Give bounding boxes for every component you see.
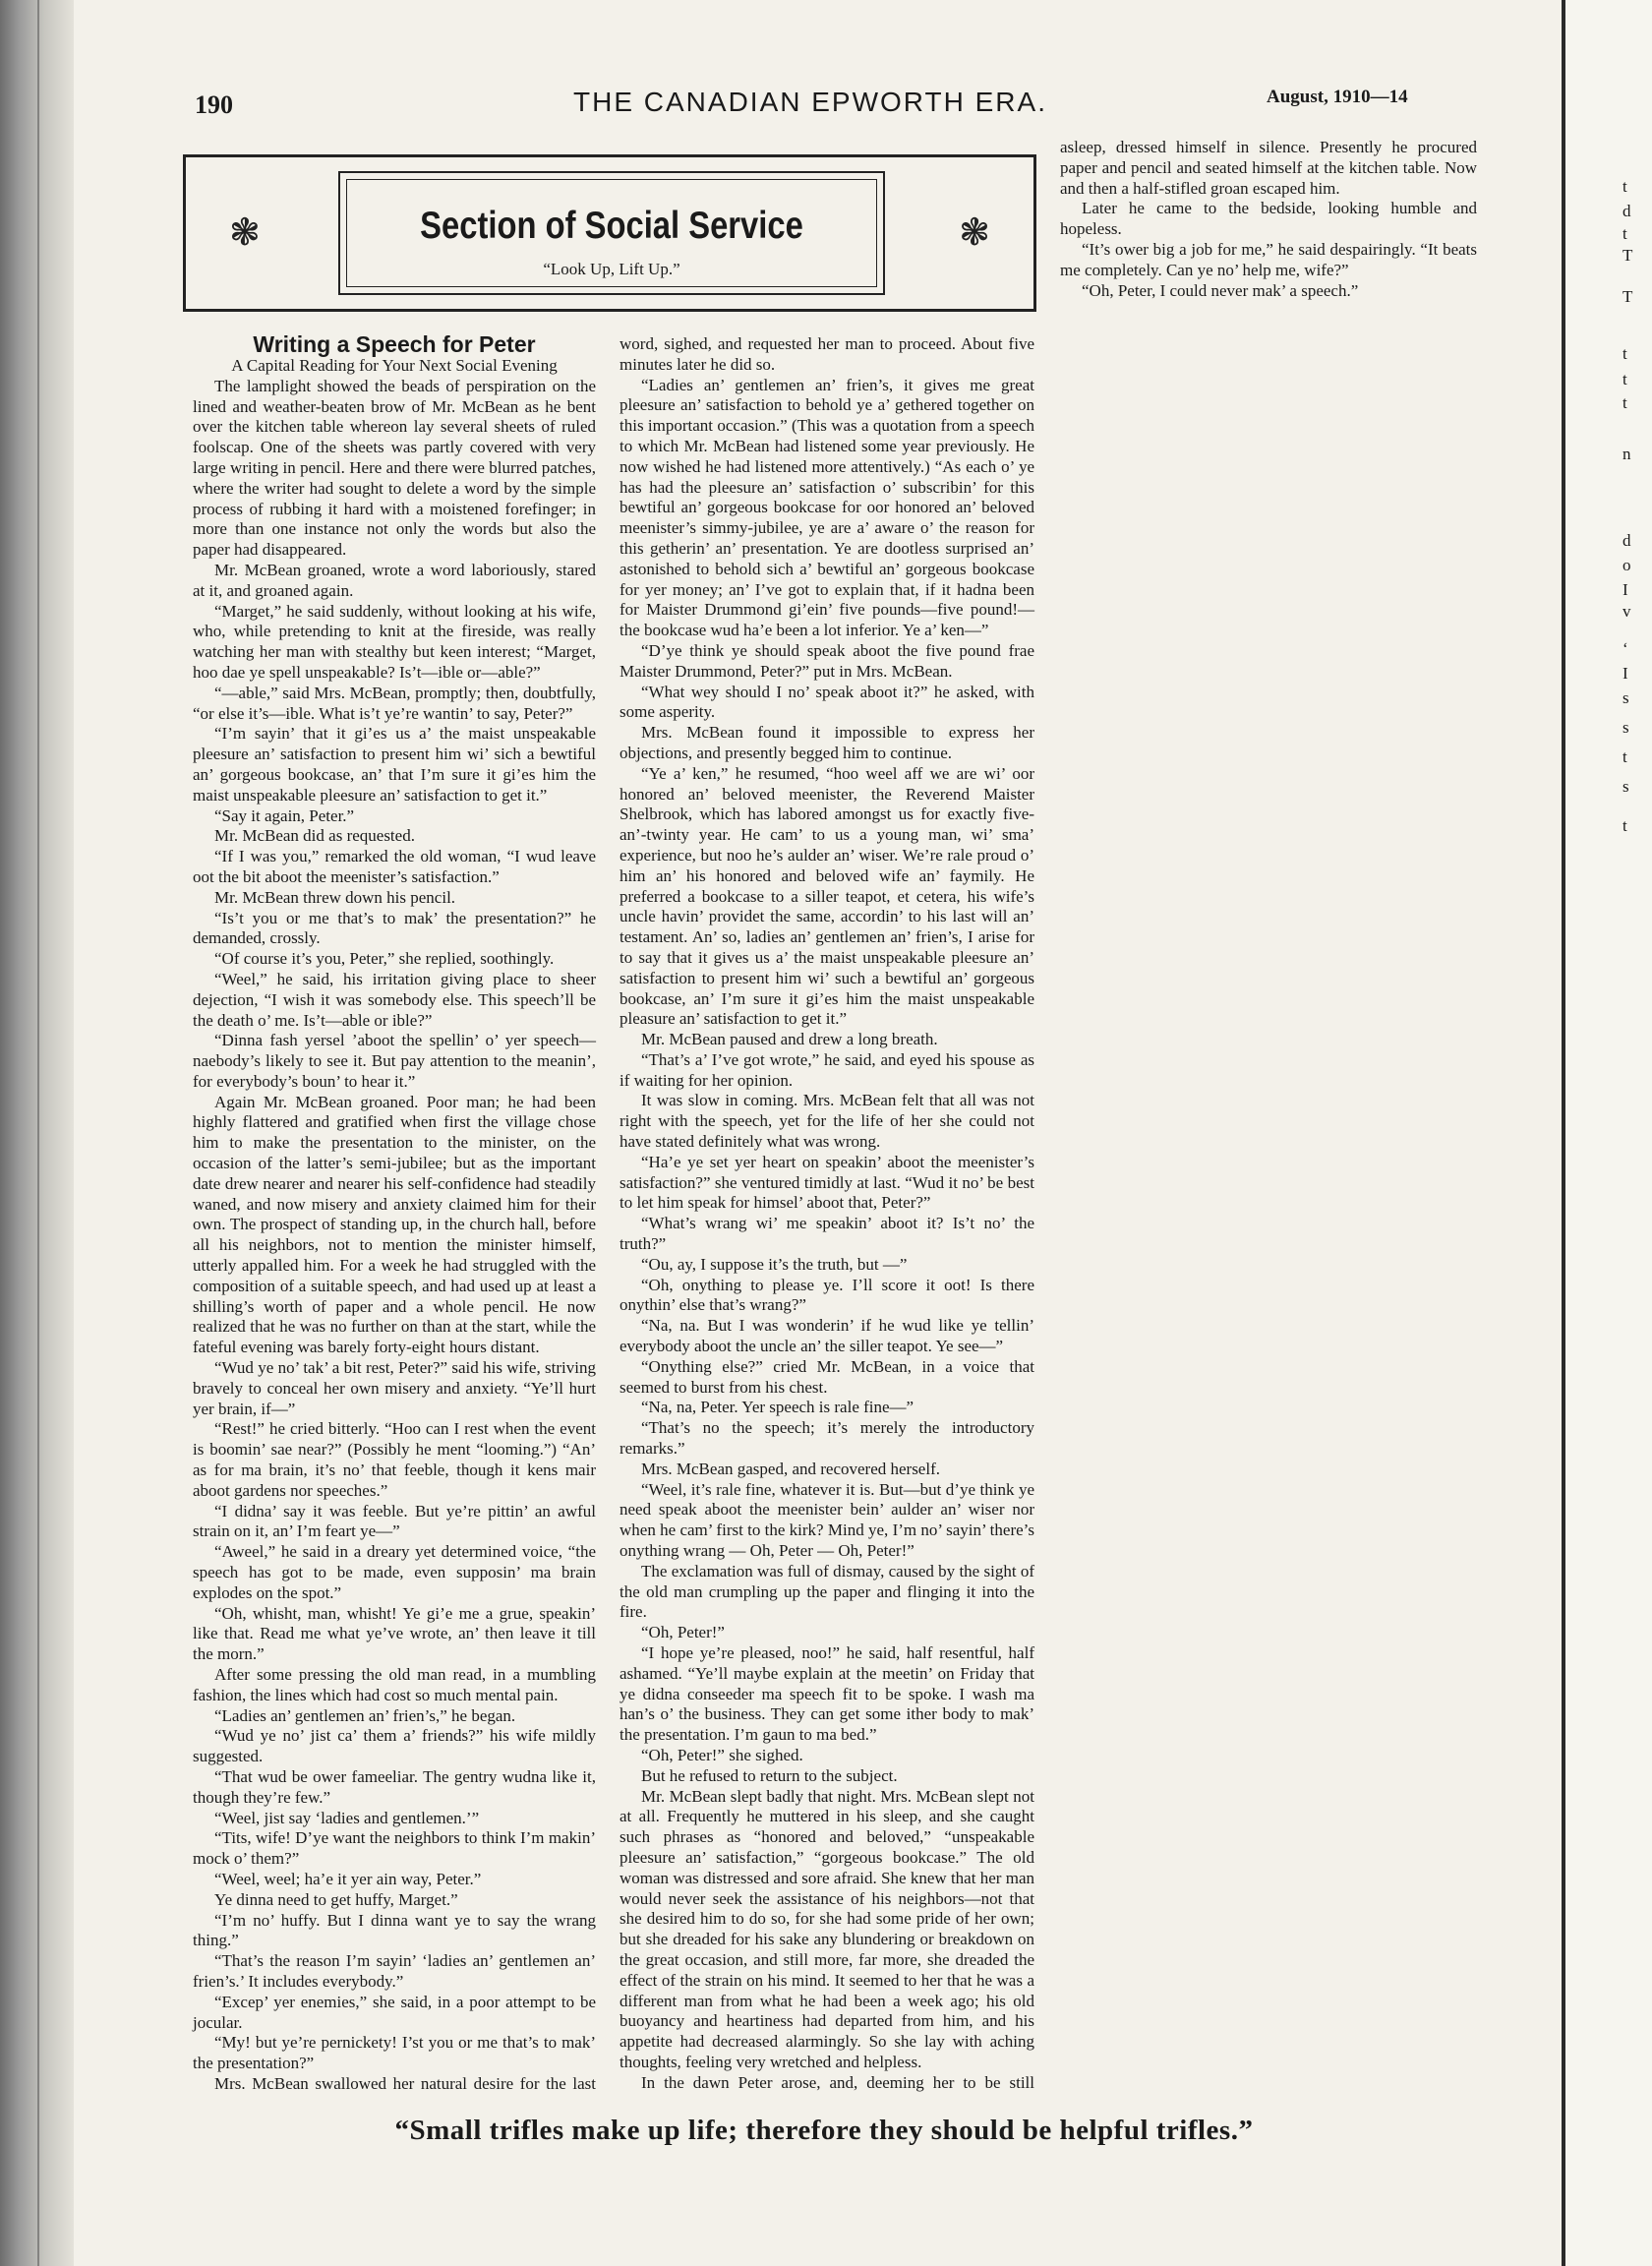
article-paragraph: “Oh, Peter!”	[641, 1623, 725, 1642]
adjacent-page-letter: t	[1622, 177, 1627, 196]
article-paragraph: “My! but ye’re pernickety! I’st you or me that’s to mak’ the presentation?”	[193, 2033, 596, 2073]
rosette-right-icon: ❃	[959, 212, 990, 254]
footer-quote: “Small trifles make up life; therefore they should be helpful trifles.”	[394, 2115, 1254, 2146]
adjacent-page-letter: s	[1622, 718, 1629, 737]
article-paragraph: “Wud ye no’ tak’ a bit rest, Peter?” said his wife, striving bravely to conceal her own misery and anxiety. “Ye’ll hurt yer brain, if—”	[193, 1358, 596, 1418]
article-paragraph: “Weel, it’s rale fine, whatever it is. But—but d’ye think ye need speak aboot the meenister bein’ aulder an’ wiser nor when he cam’ first to the kirk? Mind ye, I’m no’ sayin’ there’s onything wrang — Oh, Peter — Oh, Peter!”	[620, 1479, 1034, 1561]
article-paragraph: It was slow in coming. Mrs. McBean felt that all was not right with the speech, yet for the life of her she could not have stated definitely what was wrong.	[620, 1091, 1034, 1152]
adjacent-page-letter: ‘	[1622, 639, 1628, 658]
article-paragraph: “Tits, wife! D’ye want the neighbors to think I’m makin’ mock o’ them?”	[193, 1828, 596, 1869]
article-title: Writing a Speech for Peter	[253, 331, 536, 357]
article-paragraph: Mrs. McBean found it impossible to express her objections, and presently begged him to continue.	[620, 723, 1034, 762]
article-paragraph: “Oh, Peter, I could never mak’ a speech.”	[1082, 280, 1359, 300]
adjacent-page-letter: o	[1622, 556, 1631, 574]
article-paragraph: “That’s a’ I’ve got wrote,” he said, and eyed his spouse as if waiting for her opinion.	[620, 1049, 1034, 1090]
article-paragraph: Ye dinna need to get huffy, Marget.”	[214, 1889, 458, 1909]
rosette-left-icon: ❃	[229, 212, 261, 254]
adjacent-page-letter: t	[1622, 370, 1627, 388]
article-paragraph: Mr. McBean slept badly that night. Mrs. McBean slept not at all. Frequently he muttered in his sleep, and she caught such phrases as “honored and beloved,” “unspeakable pleesure an’ satisfaction,” “gorgeous bookcase.” The old woman was distressed and sore afraid. She knew that her man would never seek the assistance of his neighbors—not that she desired him to do so, for she had some pride of her own; but she dreaded for his sake any blundering or breakdown on the great occasion, and still more, far more, she dreaded the effect of the strain on his mind. It seemed to her that he was a different man from what he had been a week ago; his old buoyancy and heartiness had departed from him, and his appetite had decreased alarmingly. So she lay with aching thoughts, feeling very wretched and helpless.	[620, 1786, 1034, 2071]
article-paragraph: “—able,” said Mrs. McBean, promptly; then, doubtfully, “or else it’s—ible. What is’t ye’re wantin’ to say, Peter?”	[193, 683, 596, 723]
section-title: Section of Social Service	[420, 205, 803, 247]
article-paragraph: “Ha’e ye set yer heart on speakin’ aboot the meenister’s satisfaction?” she ventured timidly at last. “Wud it no’ be best to let him speak for himsel’ aboot that, Peter?”	[620, 1152, 1034, 1213]
adjacent-page-letter: I	[1622, 580, 1628, 599]
article-paragraph: “Oh, whisht, man, whisht! Ye gi’e me a grue, speakin’ like that. Read me what ye’ve wrote, an’ then leave it till the morn.”	[193, 1603, 596, 1664]
article-paragraph: “I’m no’ huffy. But I dinna want ye to say the wrang thing.”	[193, 1910, 596, 1950]
article-paragraph: “I hope ye’re pleased, noo!” he said, half resentful, half ashamed. “Ye’ll maybe explain at the meetin’ on Friday that ye didna conseeder ma speech fit to be spoke. I wash ma han’s o’ the business. They can get some ither body to mak’ the presentation. I’m gaun to ma bed.”	[620, 1643, 1034, 1745]
article-paragraph: Mr. McBean groaned, wrote a word laboriously, stared at it, and groaned again.	[193, 560, 596, 600]
adjacent-page-letter: T	[1622, 287, 1633, 306]
article-paragraph: Later he came to the bedside, looking humble and hopeless.	[1060, 199, 1477, 239]
adjacent-page-letter: n	[1622, 445, 1631, 463]
article-paragraph: The lamplight showed the beads of perspiration on the lined and weather-beaten brow of Mr. McBean as he bent over the kitchen table whereon lay several sheets of ruled foolscap. One of the sheets was partly covered with very large writing in pencil. Here and there were blurred patches, where the writer had sought to delete a word by the simple process of rubbing it hard with a moistened forefinger; in more than one instance not only the words but also the paper had disappeared.	[193, 376, 596, 560]
article-paragraph: “Is’t you or me that’s to mak’ the presentation?” he demanded, crossly.	[193, 908, 596, 948]
article-paragraph: Mr. McBean threw down his pencil.	[214, 887, 456, 907]
article-paragraph: “If I was you,” remarked the old woman, “I wud leave oot the bit aboot the meenister’s satisfaction.”	[193, 847, 596, 886]
article-paragraph: “Excep’ yer enemies,” she said, in a poor attempt to be jocular.	[193, 1992, 596, 2032]
article-paragraph: “Ladies an’ gentlemen an’ frien’s, it gives me great pleesure an’ satisfaction to behold ye a’ gethered together on this important occasion.” (This was a quotation from a speech to which Mr. McBean had listened some year previously. He now wished he had listened more attentively.) “As each o’ ye has had the pleesure an’ satisfaction o’ subscribin’ for this bewtiful an’ gorgeous bookcase for oor honored an’ beloved meenister’s simmy-jubilee, ye are a’ aware o’ the reason for this getherin’ an’ presentation. Ye are dootless surprised an’ astonished to behold sich a’ bewtiful an’ gorgeous bookcase for yer money; an’ I’ve got to explain that, if it hadna been for Maister Drummond gi’ein’ five pounds—five pound!—the bookcase wud ha’e been a lot inferior. Ye a’ ken—”	[620, 375, 1034, 640]
article-paragraph: “Wud ye no’ jist ca’ them a’ friends?” his wife mildly suggested.	[193, 1726, 596, 1766]
adjacent-page-letter: v	[1622, 602, 1631, 621]
adjacent-page-fragments	[1622, 0, 1652, 2266]
column-1	[193, 331, 596, 2095]
article-paragraph: “I’m sayin’ that it gi’es us a’ the maist unspeakable pleesure an’ satisfaction to present him wi’ sich a bewtiful an’ gorgeous bookcase, an’ that I’m sure it gi’es him the maist unspeakable pleesure an’ satisfaction to get it.”	[193, 724, 596, 805]
article-paragraph: “Oh, onything to please ye. I’ll score it oot! Is there onythin’ else that’s wrang?”	[620, 1275, 1034, 1315]
article-paragraph: “Weel, weel; ha’e it yer ain way, Peter.”	[214, 1869, 482, 1888]
adjacent-page-letter: T	[1622, 246, 1633, 265]
adjacent-page-letter: t	[1622, 816, 1627, 835]
adjacent-page-letter: t	[1622, 393, 1627, 412]
article-paragraph: “I didna’ say it was feeble. But ye’re pittin’ an awful strain on it, an’ I’m feart ye—”	[193, 1501, 596, 1541]
article-paragraph: “That wud be ower fameeliar. The gentry wudna like it, though they’re few.”	[193, 1766, 596, 1807]
adjacent-page-letter: d	[1622, 202, 1631, 220]
article-paragraph: Mr. McBean paused and drew a long breath.	[641, 1030, 938, 1049]
article-paragraph: “Weel,” he said, his irritation giving place to sheer dejection, “I wish it was somebody else. This speech’ll be the death o’ me. Is’t—able or ible?”	[193, 969, 596, 1030]
banner-title-box	[338, 171, 885, 295]
article-paragraph: “Ye a’ ken,” he resumed, “hoo weel aff we are wi’ oor honored an’ beloved meenister, the Reverend Maister Shelbrook, which has labored amongst us for exactly five-an’-twinty year. He cam’ to us a young man, wi’ sma’ experience, but noo he’s aulder an’ wiser. We’re rale proud o’ him an’ his honored and beloved wife an’ faymily. He preferred a bookcase to a siller teapot, et cetera, his wife’s uncle havin’ providet the same, accordin’ to his last will an’ testament. An’ so, ladies an’ gentlemen an’ frien’s, I arise for to say that it gives us a’ the maist unspeakable pleesure an’ satisfaction to present him wi’ such a bewtiful an’ gorgeous bookcase, an’ I’m sure it gi’es him the maist unspeakable pleasure an’ satisfaction to get it.”	[620, 763, 1034, 1029]
page-header	[195, 87, 1453, 126]
journal-title: THE CANADIAN EPWORTH ERA.	[573, 87, 1047, 117]
adjacent-page-letter: s	[1622, 777, 1629, 796]
column-3	[1060, 138, 1477, 301]
article-paragraph: After some pressing the old man read, in a mumbling fashion, the lines which had cost so much mental pain.	[193, 1665, 596, 1704]
article-paragraph: “Ladies an’ gentlemen an’ frien’s,” he began.	[214, 1705, 516, 1725]
article-paragraph: “Of course it’s you, Peter,” she replied, soothingly.	[214, 949, 555, 969]
article-paragraph: “Oh, Peter!” she sighed.	[641, 1745, 803, 1764]
article-paragraph: “What wey should I no’ speak aboot it?” he asked, with some asperity.	[620, 682, 1034, 722]
article-paragraph: Mrs. McBean swallowed her natural desire for the last	[214, 2073, 596, 2093]
section-motto: “Look Up, Lift Up.”	[543, 260, 680, 278]
article-paragraph: “Na, na, Peter. Yer speech is rale fine—”	[641, 1398, 914, 1417]
article-paragraph: Mrs. McBean gasped, and recovered herself.	[641, 1459, 940, 1478]
article-paragraph: In the dawn Peter arose, and, deeming her to be still	[641, 2072, 1034, 2092]
adjacent-page-letter: t	[1622, 747, 1627, 766]
article-paragraph: “That’s no the speech; it’s merely the introductory remarks.”	[620, 1418, 1034, 1459]
article-paragraph: word, sighed, and requested her man to proceed. About five minutes later he did so.	[620, 334, 1034, 374]
article-paragraph: “D’ye think ye should speak aboot the five pound frae Maister Drummond, Peter?” put in Mrs. McBean.	[620, 640, 1034, 681]
article-paragraph: “What’s wrang wi’ me speakin’ aboot it? Is’t no’ the truth?”	[620, 1214, 1034, 1254]
article-paragraph: “It’s ower big a job for me,” he said despairingly. “It beats me completely. Can ye no’ help me, wife?”	[1060, 239, 1477, 279]
article-paragraph: Again Mr. McBean groaned. Poor man; he had been highly flattered and gratified when first the village chose him to make the presentation to the minister, on the occasion of the latter’s semi-jubilee; but as the important date drew nearer and nearer his self-confidence had steadily waned, and now misery and anxiety claimed him for their own. The prospect of standing up, in the church hall, before all his neighbors, not to mention the minister himself, utterly appalled him. For a week he had struggled with the composition of a suitable speech, and had used up at least a shilling’s worth of paper and a whole pencil. He now realized that he was no further on than at the start, while the fateful evening was barely forty-eight hours distant.	[193, 1092, 596, 1357]
article-paragraph: “Onything else?” cried Mr. McBean, in a voice that seemed to burst from his chest.	[620, 1356, 1034, 1397]
section-banner	[183, 154, 1036, 312]
article-paragraph: Mr. McBean did as requested.	[214, 826, 415, 846]
gutter-fold-line	[37, 0, 39, 2266]
adjacent-page-letter: I	[1622, 664, 1628, 683]
issue-date: August, 1910—14	[1267, 87, 1408, 107]
article-paragraph: “Dinna fash yersel ’aboot the spellin’ o’ yer speech—naebody’s likely to see it. But pay attention to the meanin’, for everybody’s boun’ to hear it.”	[193, 1031, 596, 1091]
article-paragraph: “Rest!” he cried bitterly. “Hoo can I rest when the event is boomin’ sae near?” (Possibly he ment “looming.”) “An’ as for ma brain, it’s no’ that feeble, though it kens mair aboot gardens nor speeches.”	[193, 1419, 596, 1500]
article-subtitle: A Capital Reading for Your Next Social Evening	[231, 355, 558, 375]
adjacent-page-letter: d	[1622, 531, 1631, 550]
adjacent-page-letter: t	[1622, 224, 1627, 243]
adjacent-page-letter: t	[1622, 344, 1627, 363]
page-number: 190	[195, 90, 233, 119]
article-paragraph: “Say it again, Peter.”	[214, 805, 355, 825]
article-paragraph: “Weel, jist say ‘ladies and gentlemen.’”	[214, 1808, 480, 1827]
adjacent-page-letter: s	[1622, 688, 1629, 707]
article-paragraph: “Na, na. But I was wonderin’ if he wud like ye tellin’ everybody aboot the uncle an’ the siller teapot. Ye see—”	[620, 1316, 1034, 1356]
article-paragraph: The exclamation was full of dismay, caused by the sight of the old man crumpling up the paper and flinging it into the fire.	[620, 1561, 1034, 1622]
article-paragraph: “Marget,” he said suddenly, without looking at his wife, who, while pretending to knit at the fireside, was really watching her man with stealthy but keen interest; “Marget, hoo dae ye spell unspeakable? Is’t—ible or—able?”	[193, 601, 596, 682]
article-paragraph: “Aweel,” he said in a dreary yet determined voice, “the speech has got to be made, even supposin’ ma brain explodes on the spot.”	[193, 1542, 596, 1602]
article-paragraph: “That’s the reason I’m sayin’ ‘ladies an’ gentlemen an’ frien’s.’ It includes everybody.”	[193, 1951, 596, 1991]
article-paragraph: “Ou, ay, I suppose it’s the truth, but —”	[641, 1254, 908, 1274]
article-paragraph: asleep, dressed himself in silence. Presently he procured paper and pencil and seated himself at the kitchen table. Now and then a half-stifled groan escaped him.	[1060, 138, 1477, 198]
column-2	[620, 334, 1034, 2094]
article-paragraph: But he refused to return to the subject.	[641, 1765, 898, 1785]
